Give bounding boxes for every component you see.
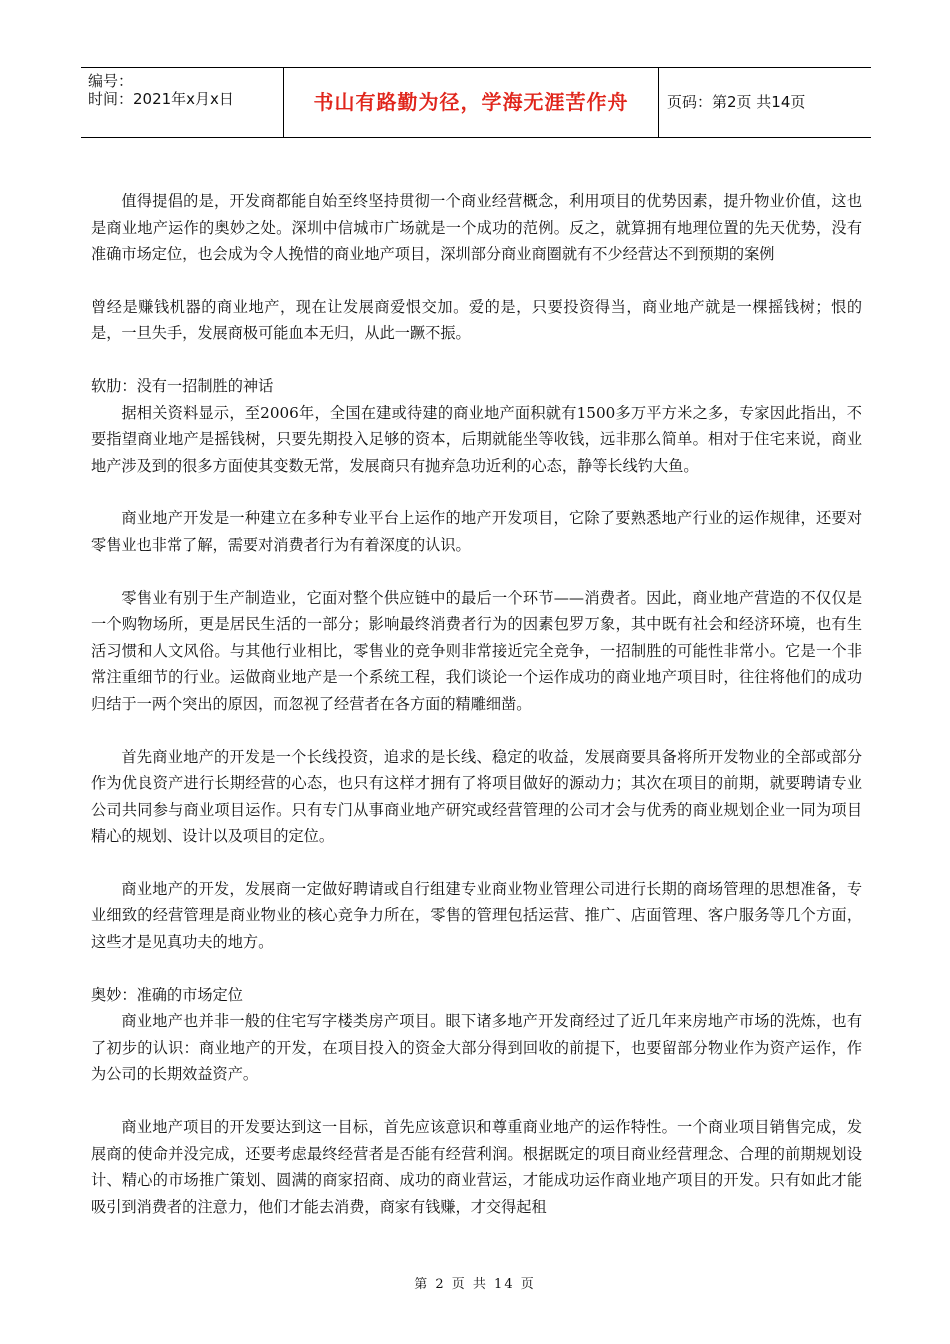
section-heading-positioning: 奥妙：准确的市场定位 [91,985,243,1004]
document-time: 时间：2021年x月x日 [88,90,234,108]
header-motto: 书山有路勤为径，学海无涯苦作舟 [284,68,659,137]
paragraph-8: 商业地产也并非一般的住宅写字楼类房产项目。眼下诸多地产开发商经过了近几年来房地产市场的洗炼，也有了初步的认识：商业地产的开发，在项目投入的资金大部分得到回收的前提下，也要留部分物业作为资产运作，作为公司的长期效益资产。 [91,1012,862,1084]
paragraph-9: 商业地产项目的开发要达到这一目标，首先应该意识和尊重商业地产的运作特性。一个商业项目销售完成，发展商的使命并没完成，还要考虑最终经营者是否能有经营利润。根据既定的项目商业经营理念、合理的前期规划设计、精心的市场推广策划、圆满的商家招商、成功的商业营运，才能成功运作商业地产项目的开发。只有如此才能吸引到消费者的注意力，他们才能去消费，商家有钱赚，才交得起租 [91,1118,862,1216]
paragraph-4: 商业地产开发是一种建立在多种专业平台上运作的地产开发项目，它除了要熟悉地产行业的运作规律，还要对零售业也非常了解，需要对消费者行为有着深度的认识。 [91,509,862,554]
paragraph-6: 首先商业地产的开发是一个长线投资，追求的是长线、稳定的收益，发展商要具备将所开发物业的全部或部分作为优良资产进行长期经营的心态，也只有这样才拥有了将项目做好的源动力；其次在项目的前期，就要聘请专业公司共同参与商业项目运作。只有专门从事商业地产研究或经营管理的公司才会与优秀的商业规划企业一同为项目精心的规划、设计以及项目的定位。 [91,747,862,846]
paragraph-7: 商业地产的开发，发展商一定做好聘请或自行组建专业商业物业管理公司进行长期的商场管理的思想准备，专业细致的经营管理是商业物业的核心竞争力所在，零售的管理包括运营、推广、店面管理、客户服务等几个方面，这些才是见真功夫的地方。 [91,879,862,952]
header-page-number: 页码：第2页 共14页 [667,93,806,111]
paragraph-3: 据相关资料显示，至2006年，全国在建或待建的商业地产面积就有1500多万平方米之多，专家因此指出，不要指望商业地产是摇钱树，只要先期投入足够的资本，后期就能坐等收钱，远非那么简单。相对于住宅来说，商业地产涉及到的很多方面使其变数无常，发展商只有抛弃急功近利的心态，静等长线钓大鱼。 [91,403,862,475]
page-footer: 第 2 页 共 14 页 [414,1277,536,1292]
paragraph-1: 值得提倡的是，开发商都能自始至终坚持贯彻一个商业经营概念，利用项目的优势因素，提升物业价值，这也是商业地产运作的奥妙之处。深圳中信城市广场就是一个成功的范例。反之，就算拥有地理位置的先天优势，没有准确市场定位，也会成为令人挽惜的商业地产项目，深圳部分商业商圈就有不少经营达不到预期的案例 [91,192,862,264]
paragraph-5: 零售业有别于生产制造业，它面对整个供应链中的最后一个环节——消费者。因此，商业地产营造的不仅仅是一个购物场所，更是居民生活的一部分；影响最终消费者行为的因素包罗万象，其中既有社会和经济环境，也有生活习惯和人文风俗。与其他行业相比，零售业的竞争则非常接近完全竞争，一招制胜的可能性非常小。它是一个非常注重细节的行业。运做商业地产是一个系统工程，我们谈论一个运作成功的商业地产项目时，往往将他们的成功归结于一两个突出的原因，而忽视了经营者在各方面的精雕细凿。 [91,588,862,713]
page-header [81,67,871,138]
paragraph-2: 曾经是赚钱机器的商业地产，现在让发展商爱恨交加。爱的是，只要投资得当，商业地产就是一棵摇钱树；恨的是，一旦失手，发展商极可能血本无归，从此一蹶不振。 [91,297,862,343]
section-heading-weakness: 软肋：没有一招制胜的神话 [91,376,274,395]
header-meta [81,68,284,137]
document-number: 编号： [88,72,134,90]
document-body [91,188,862,1220]
